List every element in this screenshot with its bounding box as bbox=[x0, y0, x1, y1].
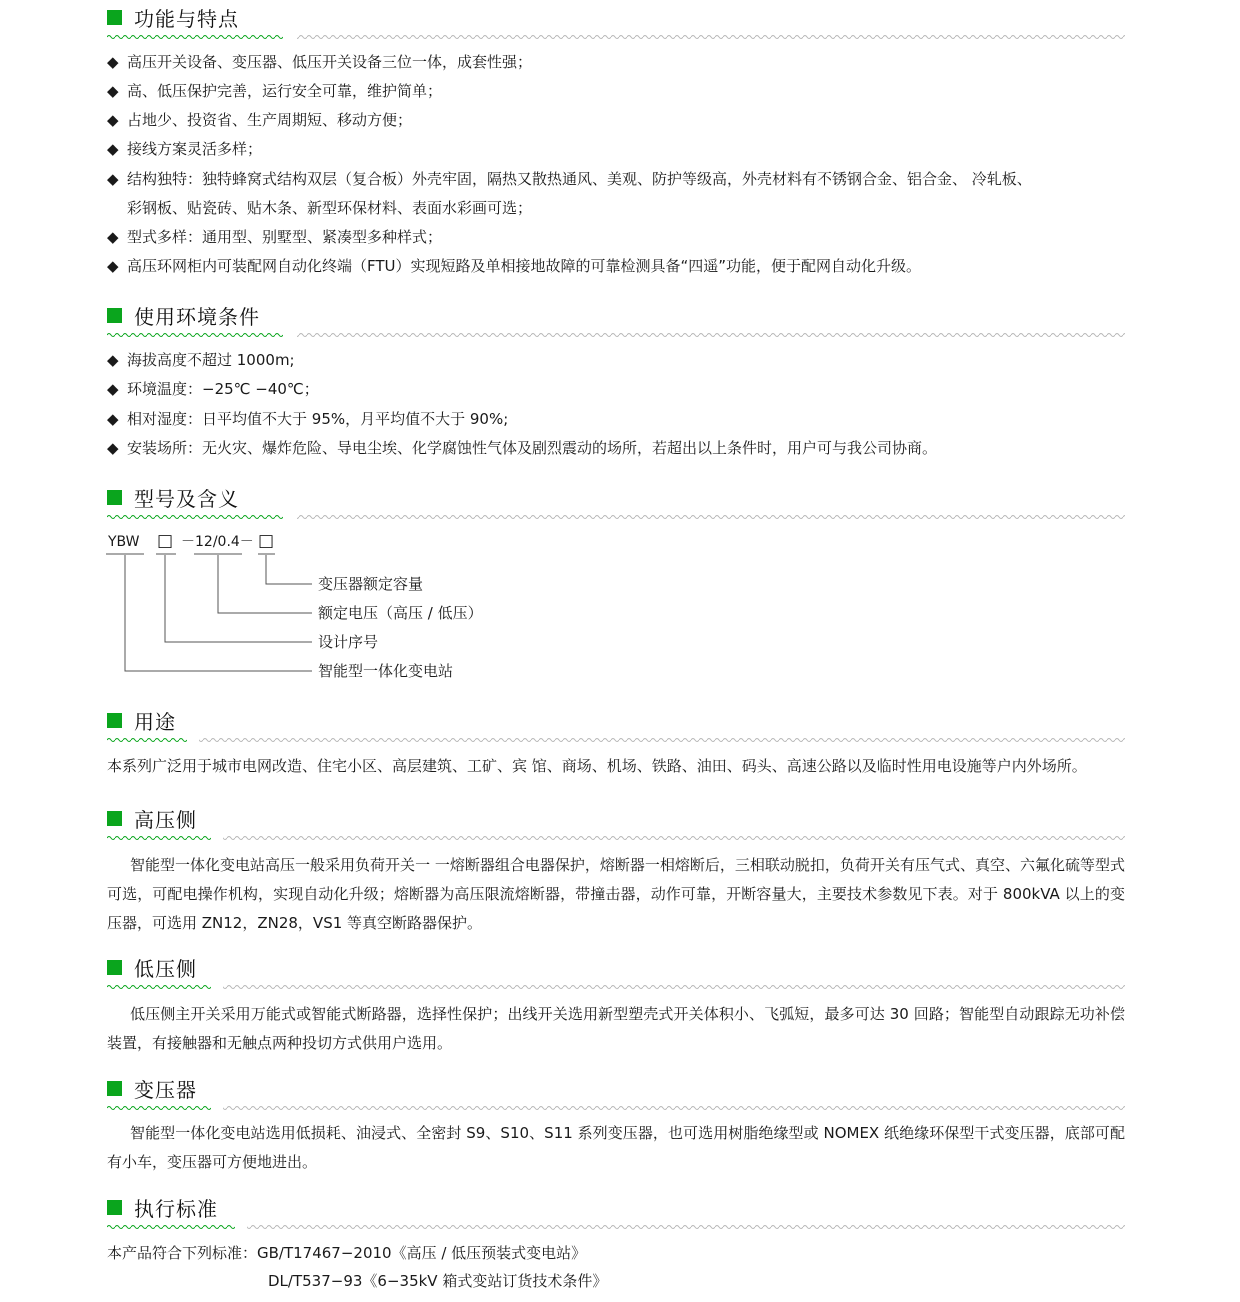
model-label: 变压器额定容量 bbox=[318, 575, 424, 593]
list-item: ◆ 环境温度：−25℃ −40℃； bbox=[107, 380, 319, 398]
green-square-icon bbox=[107, 1081, 122, 1096]
model-diagram-lines bbox=[100, 550, 330, 680]
list-item: ◆ 安装场所：无火灾、爆炸危险、导电尘埃、化学腐蚀性气体及剧烈震动的场所，若超出以上条件时，用户可与我公司协商。 bbox=[107, 439, 938, 457]
section-environment-title bbox=[107, 300, 260, 330]
green-square-icon bbox=[107, 308, 122, 323]
section-divider bbox=[107, 1223, 1125, 1231]
section-usage-title bbox=[107, 705, 176, 735]
green-square-icon bbox=[107, 10, 122, 25]
section-hv-title bbox=[107, 803, 197, 833]
section-title: 功能与特点 bbox=[134, 6, 239, 31]
list-item: ◆ 海拔高度不超过 1000m; bbox=[107, 351, 295, 369]
section-features-title bbox=[107, 2, 239, 32]
section-standard-title bbox=[107, 1192, 218, 1222]
lv-paragraph: 低压侧主开关采用万能式或智能式断路器，选择性保护；出线开关选用新型塑壳式开关体积小、飞弧短，最多可达 30 回路；智能型自动跟踪无功补偿装置，有接触器和无触点两种投切方式供用户选用。 bbox=[107, 1005, 1125, 1052]
model-code-middle: －12/0.4－ bbox=[181, 534, 254, 550]
green-square-icon bbox=[107, 960, 122, 975]
hv-paragraph: 智能型一体化变电站高压一般采用负荷开关一 一熔断器组合电器保护，熔断器一相熔断后，三相联动脱扣，负荷开关有压气式、真空、六氟化硫等型式可选，可配电操作机构，实现自动化升级；熔断器为高压限流熔断器，带撞击器，动作可靠，开断容量大，主要技术参数见下表。对于 800kVA 以上的变压器，可选用 ZN12，ZN28，VS1 等真空断路器保护。 bbox=[107, 856, 1125, 932]
list-item: ◆ 占地少、投资省、生产周期短、移动方便； bbox=[107, 111, 413, 129]
list-item: ◆ 高压开关设备、变压器、低压开关设备三位一体，成套性强； bbox=[107, 53, 533, 71]
transformer-paragraph: 智能型一体化变电站选用低损耗、油浸式、全密封 S9、S10、S11 系列变压器，也可选用树脂绝缘型或 NOMEX 纸绝缘环保型干式变压器，底部可配有小车，变压器可方便地进出。 bbox=[107, 1124, 1125, 1171]
standard-line: DL/T537−93《6−35kV 箱式变站订货技术条件》 bbox=[268, 1272, 608, 1290]
list-item: ◆ 结构独特：独特蜂窝式结构双层（复合板）外壳牢固，隔热又散热通风、美观、防护等级高，外壳材料有不锈钢合金、铝合金、 冷轧板、 bbox=[107, 170, 1032, 188]
list-item-continuation: 彩钢板、贴瓷砖、贴木条、新型环保材料、表面水彩画可选； bbox=[127, 199, 533, 217]
model-label: 额定电压（高压 / 低压） bbox=[318, 604, 483, 622]
list-item: ◆ 相对湿度：日平均值不大于 95%，月平均值不大于 90%; bbox=[107, 410, 509, 428]
green-square-icon bbox=[107, 811, 122, 826]
model-code-box: □ bbox=[258, 531, 275, 551]
green-square-icon bbox=[107, 1200, 122, 1215]
section-model-title bbox=[107, 482, 239, 512]
model-code-box: □ bbox=[157, 531, 174, 551]
section-transformer-title bbox=[107, 1073, 197, 1103]
section-title: 型号及含义 bbox=[134, 486, 239, 511]
section-divider bbox=[107, 33, 1125, 41]
section-divider bbox=[107, 983, 1125, 991]
section-title: 变压器 bbox=[134, 1077, 197, 1102]
list-item: ◆ 接线方案灵活多样； bbox=[107, 140, 263, 158]
section-divider bbox=[107, 834, 1125, 842]
model-label: 智能型一体化变电站 bbox=[318, 662, 454, 680]
section-title: 使用环境条件 bbox=[134, 304, 260, 329]
section-title: 高压侧 bbox=[134, 807, 197, 832]
section-divider bbox=[107, 736, 1125, 744]
list-item: ◆ 型式多样：通用型、别墅型、紧凑型多种样式； bbox=[107, 228, 443, 246]
list-item: ◆ 高、低压保护完善，运行安全可靠，维护简单； bbox=[107, 82, 443, 100]
standard-line: 本产品符合下列标准：GB/T17467−2010《高压 / 低压预装式变电站》 bbox=[107, 1244, 587, 1262]
list-item: ◆ 高压环网柜内可装配网自动化终端（FTU）实现短路及单相接地故障的可靠检测具备“四遥”功能，便于配网自动化升级。 bbox=[107, 257, 922, 275]
section-lv-title bbox=[107, 952, 197, 982]
section-title: 执行标准 bbox=[134, 1196, 218, 1221]
model-code-prefix: YBW bbox=[108, 534, 140, 550]
section-divider bbox=[107, 1104, 1125, 1112]
usage-text: 本系列广泛用于城市电网改造、住宅小区、高层建筑、工矿、宾 馆、商场、机场、铁路、油田、码头、高速公路以及临时性用电设施等户内外场所。 bbox=[107, 757, 1087, 775]
model-label: 设计序号 bbox=[318, 633, 379, 651]
section-divider bbox=[107, 513, 1125, 521]
green-square-icon bbox=[107, 490, 122, 505]
section-divider bbox=[107, 331, 1125, 339]
section-title: 低压侧 bbox=[134, 956, 197, 981]
section-title: 用途 bbox=[134, 709, 176, 734]
green-square-icon bbox=[107, 713, 122, 728]
